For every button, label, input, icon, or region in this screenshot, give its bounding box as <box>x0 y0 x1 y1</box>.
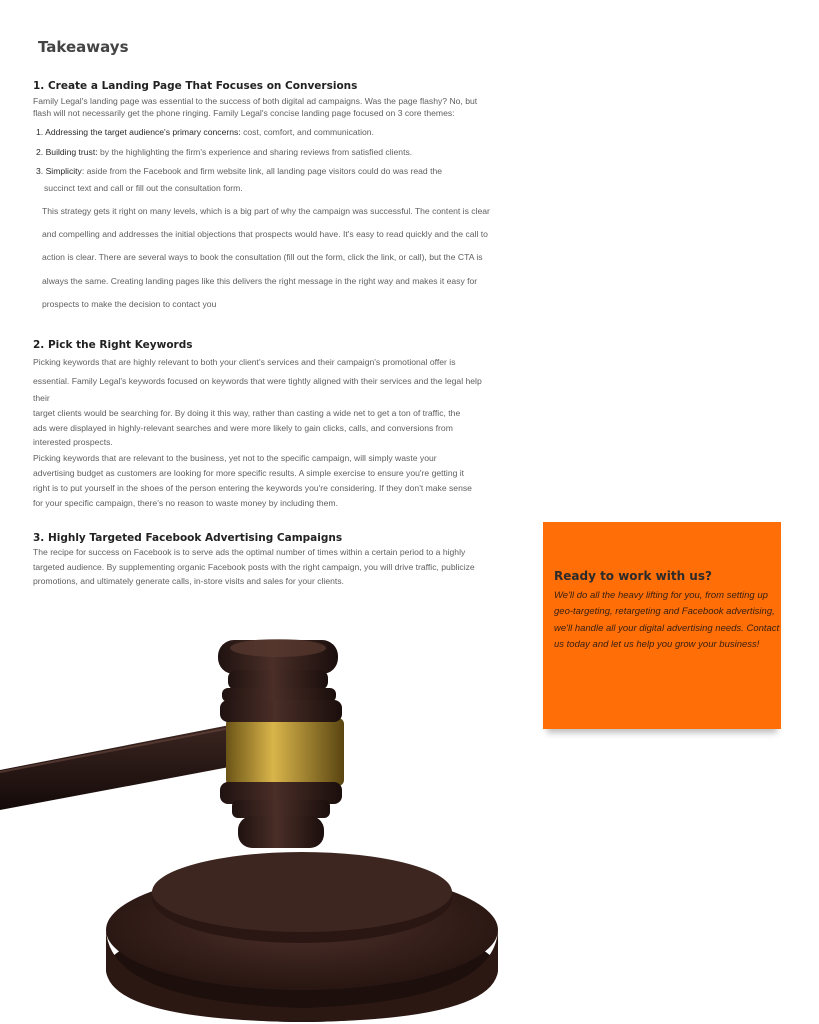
list-item <box>36 147 412 157</box>
cta-heading: Ready to work with us? <box>554 569 712 583</box>
list-label: Building trust: <box>45 147 98 157</box>
list-text: : aside from the Facebook and firm website link, all landing page visitors could do was read the <box>81 166 443 176</box>
paragraph-line: always the same. Creating landing pages like this delivers the right message in the right way and makes it easy for <box>42 276 478 286</box>
paragraph-line: essential. Family Legal's keywords focused on keywords that were tightly aligned with their services and the legal help <box>33 376 482 386</box>
list-label: Simplicity <box>45 166 82 176</box>
cta-body: We'll do all the heavy lifting for you, from setting up geo-targeting, retargeting and Facebook advertising, we'll handle all your digital advertising needs. Contact us today and let us help you grow your business! <box>554 590 780 650</box>
list-item <box>36 166 442 176</box>
paragraph-line: interested prospects. <box>33 437 113 447</box>
paragraph-line: their <box>33 393 50 403</box>
paragraph-line: right is to put yourself in the shoes of the person entering the keywords you're considering. If they don't make sense <box>33 483 472 493</box>
paragraph-line: action is clear. There are several ways to book the consultation (fill out the form, click the link, or call), but the CTA is <box>42 252 483 262</box>
list-item-continuation: succinct text and call or fill out the consultation form. <box>44 183 243 193</box>
paragraph-line: The recipe for success on Facebook is to serve ads the optimal number of times within a certain period to a highly <box>33 547 466 557</box>
section-1-heading: 1. Create a Landing Page That Focuses on Conversions <box>33 80 358 92</box>
paragraph-line: Picking keywords that are relevant to the business, yet not to the specific campaign, will simply waste your <box>33 453 437 463</box>
gavel-icon <box>0 630 520 1024</box>
list-number: 1. <box>36 127 44 137</box>
page-title: Takeaways <box>38 38 129 56</box>
paragraph-line: and compelling and addresses the initial objections that prospects would have. It's easy to read quickly and the call to <box>42 229 488 239</box>
section-1-intro-line: Family Legal's landing page was essential to the success of both digital ad campaigns. Was the page flashy? No, but <box>33 96 478 106</box>
list-number: 2. <box>36 147 44 157</box>
list-item <box>36 127 374 137</box>
list-text: cost, comfort, and communication. <box>240 127 374 137</box>
paragraph-line: for your specific campaign, there's no reason to waste money by including them. <box>33 498 338 508</box>
paragraph-line: This strategy gets it right on many levels, which is a big part of why the campaign was successful. The content is clear <box>42 206 490 216</box>
paragraph-line: prospects to make the decision to contact you <box>42 299 217 309</box>
list-label: Addressing the target audience's primary concerns: <box>45 127 241 137</box>
paragraph-line: target clients would be searching for. By doing it this way, rather than casting a wide net to get a ton of traffic, the <box>33 408 461 418</box>
section-2-heading: 2. Pick the Right Keywords <box>33 339 193 351</box>
paragraph-line: targeted audience. By supplementing organic Facebook posts with the right campaign, you will drive traffic, publicize <box>33 562 475 572</box>
list-text: by the highlighting the firm's experience and sharing reviews from satisfied clients. <box>97 147 413 157</box>
section-1-intro-line: flash will not necessarily get the phone ringing. Family Legal's concise landing page focused on 3 core themes: <box>33 108 455 118</box>
list-number: 3. <box>36 166 44 176</box>
cta-box[interactable] <box>543 522 781 729</box>
section-3-heading: 3. Highly Targeted Facebook Advertising Campaigns <box>33 532 343 544</box>
paragraph-line: advertising budget as customers are looking for more specific results. A simple exercise to ensure you're getting it <box>33 468 465 478</box>
paragraph-line: promotions, and ultimately generate calls, in-store visits and sales for your clients. <box>33 576 344 586</box>
paragraph-line: Picking keywords that are highly relevant to both your client's services and their campaign's promotional offer is <box>33 357 456 367</box>
paragraph-line: ads were displayed in highly-relevant searches and were more likely to gain clicks, calls, and conversions from <box>33 423 453 433</box>
